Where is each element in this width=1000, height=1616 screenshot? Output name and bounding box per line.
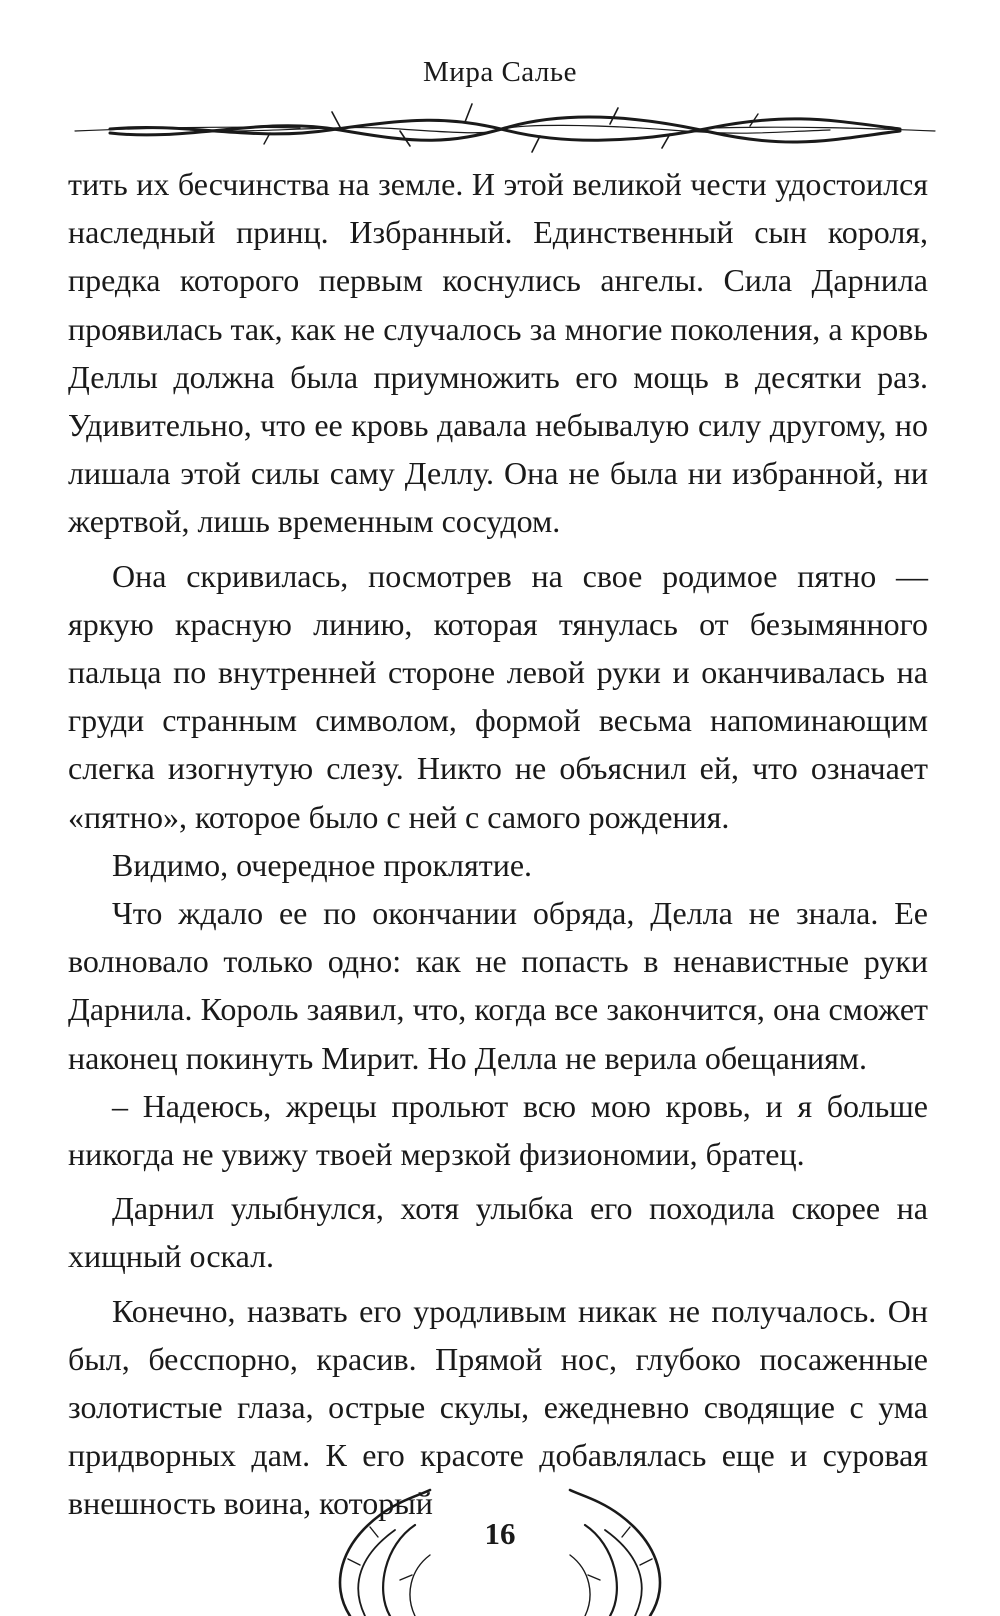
running-head: Мира Салье	[423, 56, 577, 88]
body-text	[68, 160, 928, 1528]
paragraph: Дарнил улыбнулся, хотя улыбка его походила скорее на хищный оскал.	[68, 1190, 928, 1275]
paragraph: Видимо, очередное проклятие.	[112, 846, 533, 883]
dialogue-paragraph: – Надеюсь, жрецы прольют всю мою кровь, и я больше никогда не увижу твоей мерзкой физиономии, братец.	[68, 1087, 928, 1173]
page-number: 16	[484, 1516, 516, 1551]
paragraph: Конечно, назвать его уродливым никак не получалось. Он был, бесспорно, красив. Прямой нос, глубоко посаженные золотистые глаза, острые скулы, ежедневно сводящие с ума придворных дам. К его красоте добавлялась еще и суровая внешность воина, который	[68, 1292, 928, 1522]
paragraph: тить их бесчинства на земле. И этой великой чести удостоился наследный принц. Избранный. Единственный сын короля, предка которого первым коснулись ангелы. Сила Дарнила проявилась так, как не случалось за многие поколения, а кровь Деллы должна была приумножить его мощь в десятки раз. Удивительно, что ее кровь давала небывалую силу другому, но лишала этой силы саму Деллу. Она не была ни избранной, ни жертвой, лишь временным сосудом.	[68, 166, 928, 540]
paragraph: Что ждало ее по окончании обряда, Делла не знала. Ее волновало только одно: как не попасть в ненавистные руки Дарнила. Король заявил, что, когда все закончится, она сможет наконец покинуть Мирит. Но Делла не верила обещаниям.	[68, 895, 928, 1076]
paragraph: Она скривилась, посмотрев на свое родимое пятно — яркую красную линию, которая тянулась от безымянного пальца по внутренней стороне левой руки и оканчивалась на груди странным символом, формой весьма напоминающим слегка изогнутую слезу. Никто не объяснил ей, что означает «пятно», которое было с ней с самого рождения.	[68, 557, 928, 835]
thorn-vine-divider-icon	[70, 98, 940, 158]
